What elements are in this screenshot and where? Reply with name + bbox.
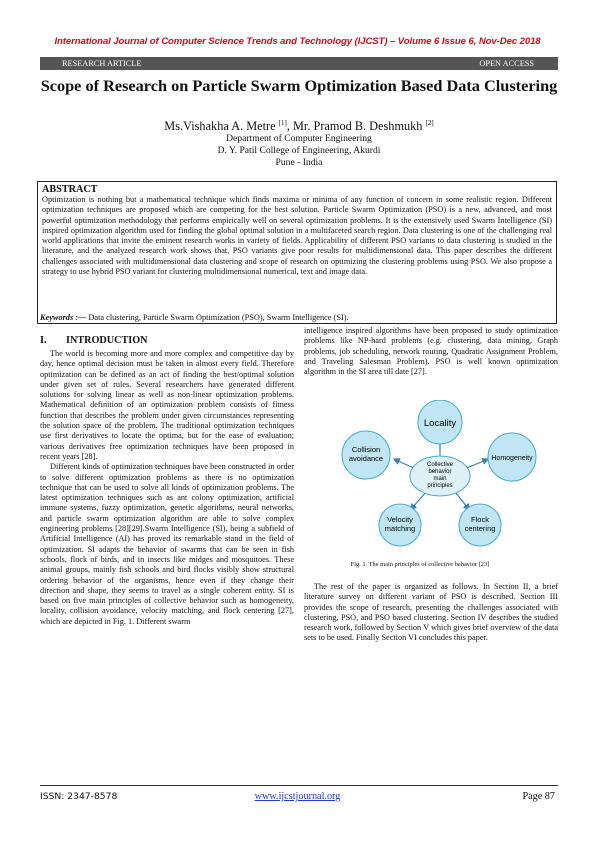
section-number: I. bbox=[40, 335, 47, 346]
arrow-velocity bbox=[412, 492, 426, 508]
article-type-bar bbox=[40, 57, 558, 70]
flock-label-2: centering bbox=[464, 524, 496, 533]
abstract-box bbox=[37, 181, 557, 324]
right-column-top bbox=[304, 326, 558, 377]
footer-issn: ISSN: 2347-8578 bbox=[40, 791, 118, 802]
abstract-heading: ABSTRACT bbox=[42, 184, 98, 195]
intro-paragraph-4: The rest of the paper is organized as follows. In Section II, a brief literature survey on different variant of PSO is described. Section III provides the scope of research, presenting the challenges associated with clustering, PSO, and PSO based clustering. Section IV describes the studied research work, followed by Section V which gives brief overview of the data sets to be used. Finally Section VI concludes this paper. bbox=[304, 582, 558, 643]
authors bbox=[40, 117, 558, 133]
homogeneity-label: Homogeneity bbox=[491, 455, 533, 462]
footer-url-link[interactable]: www.ijcstjournal.org bbox=[254, 791, 341, 802]
intro-paragraph-2: Different kinds of optimization techniques have been constructed in order to solve different optimization problems as there is no optimization technique that can be used to solve all kinds of optimization problems. The latest optimization techniques such as ant colony optimization, artificial immune systems, fuzzy optimization, genetic algorithms, neural networks, and particle swarm optimization algorithm are able to solve complex engineering problems [28][29].Swarm Intelligence (SI), being a subfield of Artificial Intelligence (AI) has proved its remarkable stand in the field of optimization. SI adapts the behavior of swarms that can be seen in fish schools, flock of birds, and in insects like midges and mosquitoes. These animal groups, mainly fish schools and bird flocks visibly show structural ordering behavior of the organisms, hence even if they change their direction and shape, they seems to travel as a single coherent entity. SI is based on five main principles of collective behavior such as homogeneity, locality, collision avoidance, velocity matching, and flock centering [27], which are depicted in Fig. 1. Different swarm bbox=[40, 462, 294, 626]
arrow-flock bbox=[455, 492, 468, 508]
figure-caption: Fig. 1. The main principles of collective behavior [23] bbox=[350, 561, 490, 568]
keywords-label: Keywords :— bbox=[40, 313, 87, 322]
center-label-3: main bbox=[433, 476, 447, 482]
keywords bbox=[40, 313, 349, 322]
open-access-label: OPEN ACCESS bbox=[479, 59, 534, 68]
flock-label-1: Flock bbox=[471, 515, 489, 524]
abstract-text: Optimization is nothing but a mathematical technique which finds maxima or minima of any function of concern in some realistic region. Different optimization techniques are proposed which are competing for the best solution. Particle Swarm Optimization (PSO) is a new, advanced, and most powerful optimization methodology that performs empirically well on several optimization problems. It is the extensively used Swarm Intelligence (SI) inspired optimization algorithm used for finding the global optimal solution in a multifaceted search region. Data clustering is one of the challenging real world applications that invite the eminent research works in variety of fields. Applicability of different PSO variants to data clustering is studied in the literature, and the analyzed research work shows that, PSO variants give poor results for multidimensional data. This paper describes the different challenges associated with multidimensional data clustering and scope of research on optimizing the clustering problems using PSO. We also propose a strategy to use hybrid PSO variant for clustering multidimensional numerical, text and image data. bbox=[42, 195, 552, 277]
locality-label: Locality bbox=[423, 418, 457, 429]
research-article-label: RESEARCH ARTICLE bbox=[62, 59, 142, 68]
author-1-ref: [1] bbox=[278, 119, 287, 127]
affiliation-college: D. Y. Patil College of Engineering, Akurdi bbox=[217, 145, 381, 156]
keywords-text: Data clustering, Particle Swarm Optimization (PSO), Swarm Intelligence (SI). bbox=[86, 313, 349, 322]
collision-label-2: avoidance bbox=[348, 454, 384, 463]
section-heading bbox=[40, 335, 148, 346]
affiliation-dept: Department of Computer Engineering bbox=[226, 133, 372, 144]
author-2: , Mr. Pramod B. Deshmukh bbox=[286, 119, 423, 134]
intro-paragraph-3: intelligence inspired algorithms have been proposed to study optimization problems like NP-hard problems (e.g. clustering, data mining, Graph problems, job scheduling, network routing, Quadratic Assignment Problem, and Traveling Salesman Problem). PSO is well known optimization algorithm in the SI area till date [27]. bbox=[304, 326, 558, 377]
velocity-label-2: matching bbox=[384, 524, 416, 533]
intro-paragraph-1: The world is becoming more and more complex and competitive day by day, hence optimal decision must be taken in almost every field. Therefore optimization can be defined as an act of finding the best/optimal solution under given set of rules. Several researchers have generated different solutions for solving linear as well as non-linear optimization problems. Mathematical definition of an optimization problem consists of fitness function that describes the problem under given circumstances representing the solution space of the problem. The traditional optimization techniques use first derivatives to locate the optima, but for the ease of evaluation; various derivatives free optimization techniques have been proposed in recent years [28]. bbox=[40, 349, 294, 461]
footer-page-number: Page 87 bbox=[522, 791, 555, 802]
journal-header: International Journal of Computer Science Trends and Technology (IJCST) – Volume 6 Issue 6, Nov-Dec 2018 bbox=[54, 36, 541, 47]
center-label-2: behavior bbox=[428, 469, 452, 475]
footer-rule bbox=[40, 785, 558, 786]
velocity-label-1: Velocity bbox=[387, 515, 413, 524]
author-1: Ms.Vishakha A. Metre bbox=[164, 119, 276, 134]
right-column-bottom bbox=[304, 582, 558, 644]
center-label-1: Collective bbox=[426, 462, 454, 468]
affiliation-city: Pune - India bbox=[275, 157, 323, 168]
center-label-4: principles bbox=[427, 483, 453, 489]
collective-behavior-diagram bbox=[340, 400, 540, 548]
author-2-ref: [2] bbox=[425, 119, 434, 127]
paper-title: Scope of Research on Particle Swarm Optimization Based Data Clustering bbox=[40, 76, 558, 95]
section-title: INTRODUCTION bbox=[66, 335, 148, 346]
left-column bbox=[40, 349, 294, 627]
collision-label-1: Collision bbox=[351, 445, 381, 454]
